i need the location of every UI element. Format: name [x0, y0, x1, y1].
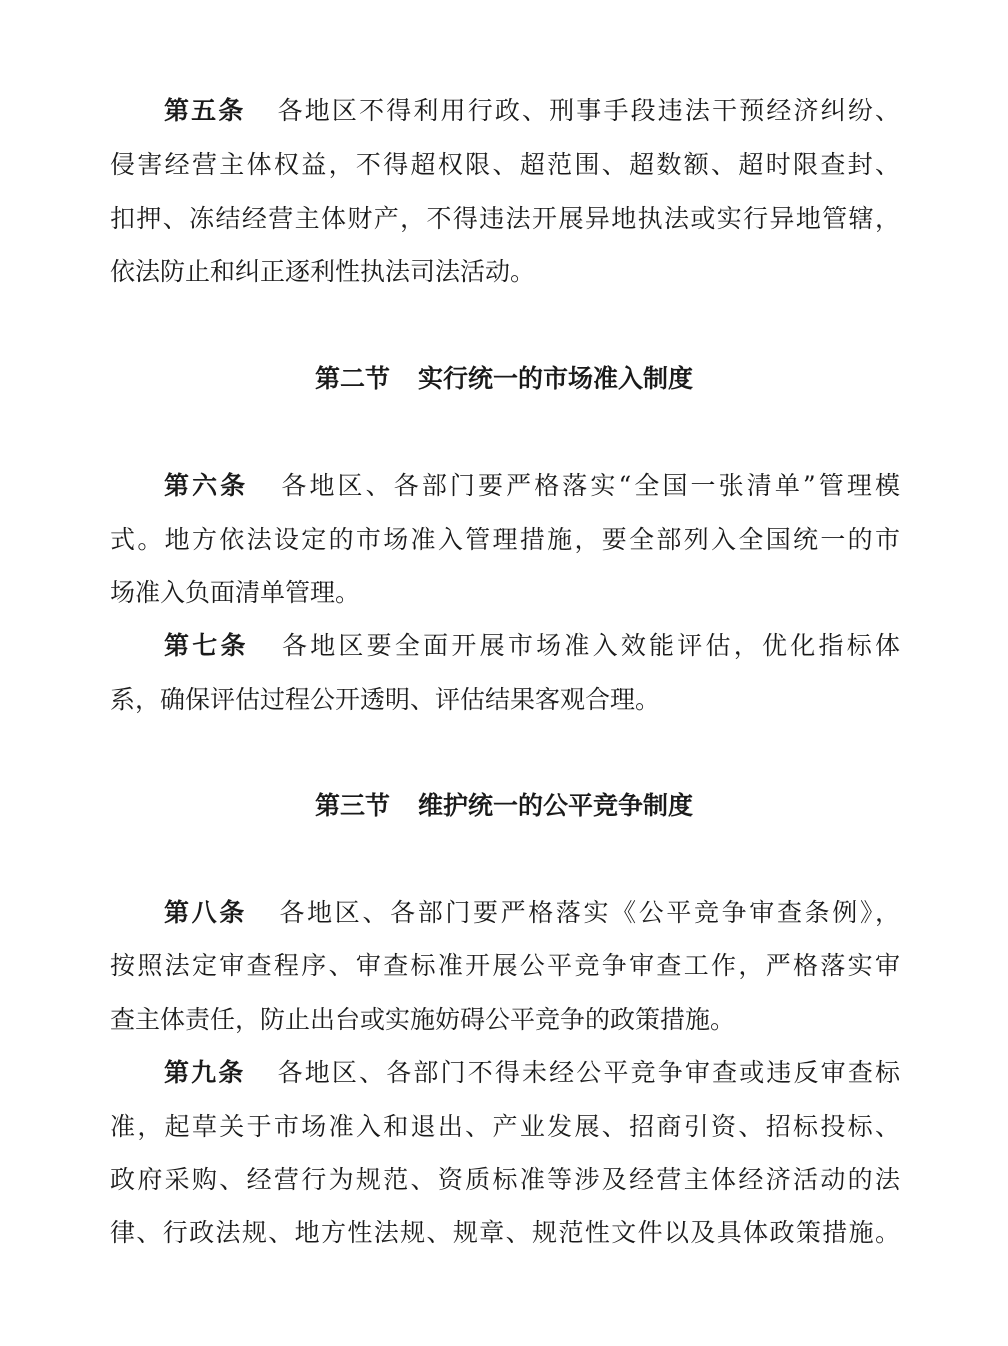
- article-9-label: 第九条: [164, 1058, 246, 1087]
- article-5-line-1: [164, 94, 900, 128]
- article-7-text-1: 各地区要全面开展市场准入效能评估，优化指标体: [278, 631, 900, 660]
- article-9-line-1: [164, 1056, 900, 1090]
- article-5-line-3: 扣押、冻结经营主体财产，不得违法开展异地执法或实行异地管辖，: [110, 204, 900, 233]
- article-6-label: 第六条: [164, 471, 249, 500]
- article-8-text-1: 各地区、各部门要严格落实《公平竞争审查条例》，: [276, 898, 900, 927]
- article-9-line-2: 准，起草关于市场准入和退出、产业发展、招商引资、招标投标、: [110, 1112, 900, 1141]
- article-6-text-1: 各地区、各部门要严格落实“全国一张清单”管理模: [278, 471, 900, 500]
- section-2-heading: [0, 362, 1008, 396]
- article-7-line-1: [164, 629, 900, 663]
- article-5-label: 第五条: [164, 96, 246, 125]
- article-7-label: 第七条: [164, 631, 249, 660]
- article-8-line-1: [164, 896, 900, 930]
- section-2-number: 第二节: [314, 364, 390, 393]
- article-5-line-4: 依法防止和纠正逐利性执法司法活动。: [110, 257, 536, 286]
- section-3-heading: [0, 789, 1008, 823]
- article-6-line-2: 式。地方依法设定的市场准入管理措施，要全部列入全国统一的市: [110, 525, 900, 554]
- article-7-line-2: 系，确保评估过程公开透明、评估结果客观合理。: [110, 685, 661, 714]
- article-9-line-4: 律、行政法规、地方性法规、规章、规范性文件以及具体政策措施。: [110, 1218, 900, 1247]
- section-3-number: 第三节: [314, 791, 390, 820]
- article-5-text-1: 各地区不得利用行政、刑事手段违法干预经济纠纷、: [275, 96, 900, 125]
- article-6-line-3: 场准入负面清单管理。: [110, 578, 361, 607]
- article-9-text-1: 各地区、各部门不得未经公平竞争审查或违反审查标: [275, 1058, 900, 1087]
- article-9-line-3: 政府采购、经营行为规范、资质标准等涉及经营主体经济活动的法: [110, 1165, 900, 1194]
- article-8-line-2: 按照法定审查程序、审查标准开展公平竞争审查工作，严格落实审: [110, 951, 900, 980]
- article-6-line-1: [164, 469, 900, 503]
- section-3-title: 维护统一的公平竞争制度: [418, 791, 694, 820]
- article-8-label: 第八条: [164, 898, 247, 927]
- section-2-title: 实行统一的市场准入制度: [418, 364, 694, 393]
- article-5-line-2: 侵害经营主体权益，不得超权限、超范围、超数额、超时限查封、: [110, 150, 900, 179]
- article-8-line-3: 查主体责任，防止出台或实施妨碍公平竞争的政策措施。: [110, 1005, 736, 1034]
